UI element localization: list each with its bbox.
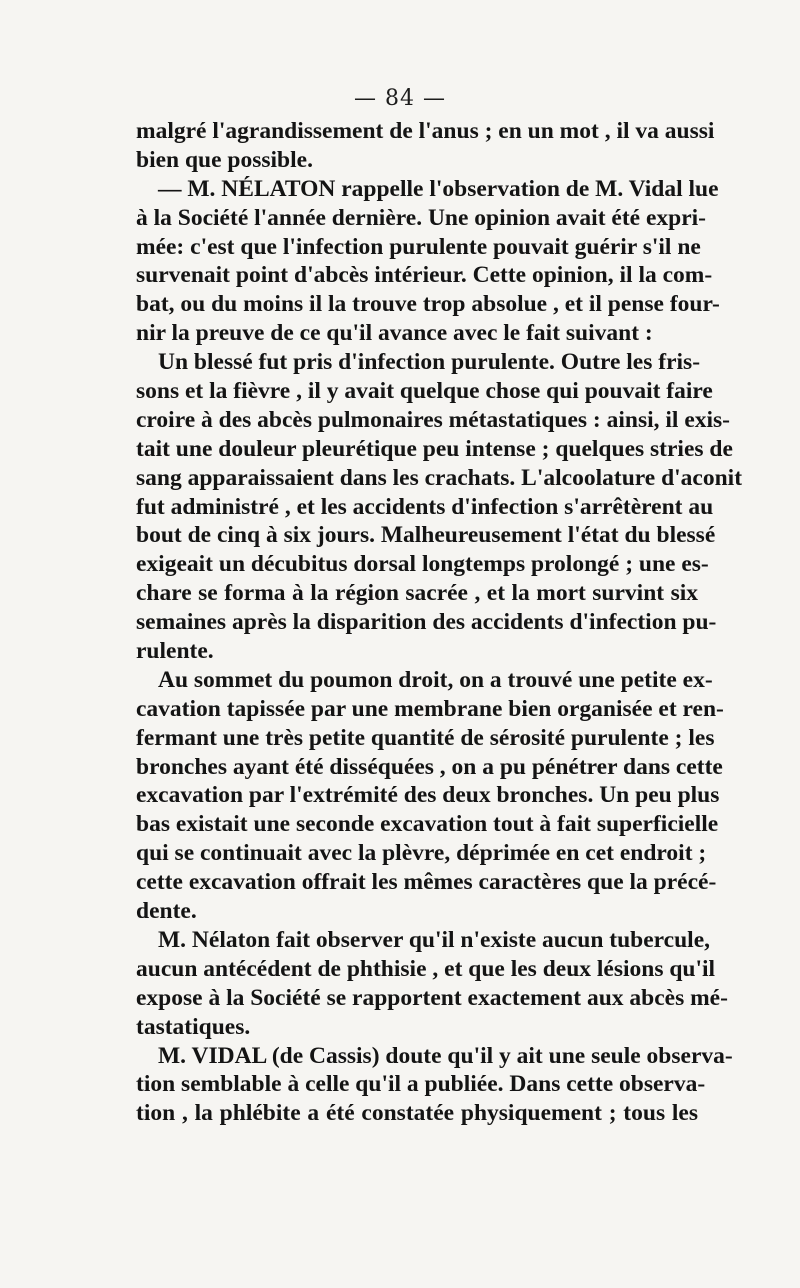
- text-line: exigeait un décubitus dorsal longtemps prolongé ; une es-: [136, 551, 709, 578]
- text-line: sang apparaissaient dans les crachats. L'alcoolature d'aconit: [136, 464, 743, 491]
- text-line: Au sommet du poumon droit, on a trouvé une petite ex-: [158, 666, 713, 693]
- text-line: à la Société l'année dernière. Une opinion avait été expri-: [136, 204, 707, 231]
- text-line: — M. NÉLATON rappelle l'observation de M. Vidal lue: [158, 175, 719, 202]
- text-line: cette excavation offrait les mêmes caractères que la précé-: [136, 869, 717, 896]
- text-line: fermant une très petite quantité de sérosité purulente ; les: [136, 724, 715, 751]
- text-line: cavation tapissée par une membrane bien organisée et ren-: [136, 695, 724, 722]
- text-line: tastatiques.: [136, 1013, 251, 1040]
- text-line: sons et la fièvre , il y avait quelque chose qui pouvait faire: [136, 378, 713, 405]
- page-number: — 84 —: [354, 86, 446, 111]
- text-line: survenait point d'abcès intérieur. Cette opinion, il la com-: [136, 262, 713, 289]
- text-line: fut administré , et les accidents d'infection s'arrêtèrent au: [136, 493, 714, 520]
- text-line: M. Nélaton fait observer qu'il n'existe aucun tubercule,: [158, 926, 711, 953]
- text-line: mée: c'est que l'infection purulente pouvait guérir s'il ne: [136, 233, 701, 260]
- text-line: bout de cinq à six jours. Malheureusement l'état du blessé: [136, 522, 716, 549]
- text-line: excavation par l'extrémité des deux bronches. Un peu plus: [136, 782, 720, 809]
- text-line: rulente.: [136, 638, 214, 665]
- text-line: bronches ayant été disséquées , on a pu pénétrer dans cette: [136, 753, 723, 780]
- text-line: expose à la Société se rapportent exactement aux abcès mé-: [136, 984, 728, 1011]
- text-line: bien que possible.: [136, 146, 313, 173]
- text-line: tion semblable à celle qu'il a publiée. Dans cette observa-: [136, 1071, 706, 1098]
- text-line: dente.: [136, 898, 197, 925]
- text-line: bat, ou du moins il la trouve trop absolue , et il pense four-: [136, 291, 720, 318]
- text-line: bas existait une seconde excavation tout à fait superficielle: [136, 811, 719, 838]
- text-line: semaines après la disparition des accidents d'infection pu-: [136, 609, 717, 636]
- text-line: qui se continuait avec la plèvre, déprimée en cet endroit ;: [136, 840, 707, 867]
- body-text: [136, 117, 743, 1128]
- text-line: nir la preuve de ce qu'il avance avec le fait suivant :: [136, 320, 653, 347]
- text-line: tait une douleur pleurétique peu intense ; quelques stries de: [136, 435, 733, 462]
- text-line: aucun antécédent de phthisie , et que les deux lésions qu'il: [136, 955, 716, 982]
- text-line: croire à des abcès pulmonaires métastatiques : ainsi, il exis-: [136, 406, 731, 433]
- text-line: chare se forma à la région sacrée , et la mort survint six: [136, 580, 698, 607]
- text-line: malgré l'agrandissement de l'anus ; en un mot , il va aussi: [136, 118, 715, 144]
- text-line: Un blessé fut pris d'infection purulente. Outre les fris-: [158, 349, 701, 376]
- text-line: M. VIDAL (de Cassis) doute qu'il y ait une seule observa-: [158, 1042, 733, 1069]
- text-line: tion , la phlébite a été constatée physiquement ; tous les: [136, 1100, 698, 1127]
